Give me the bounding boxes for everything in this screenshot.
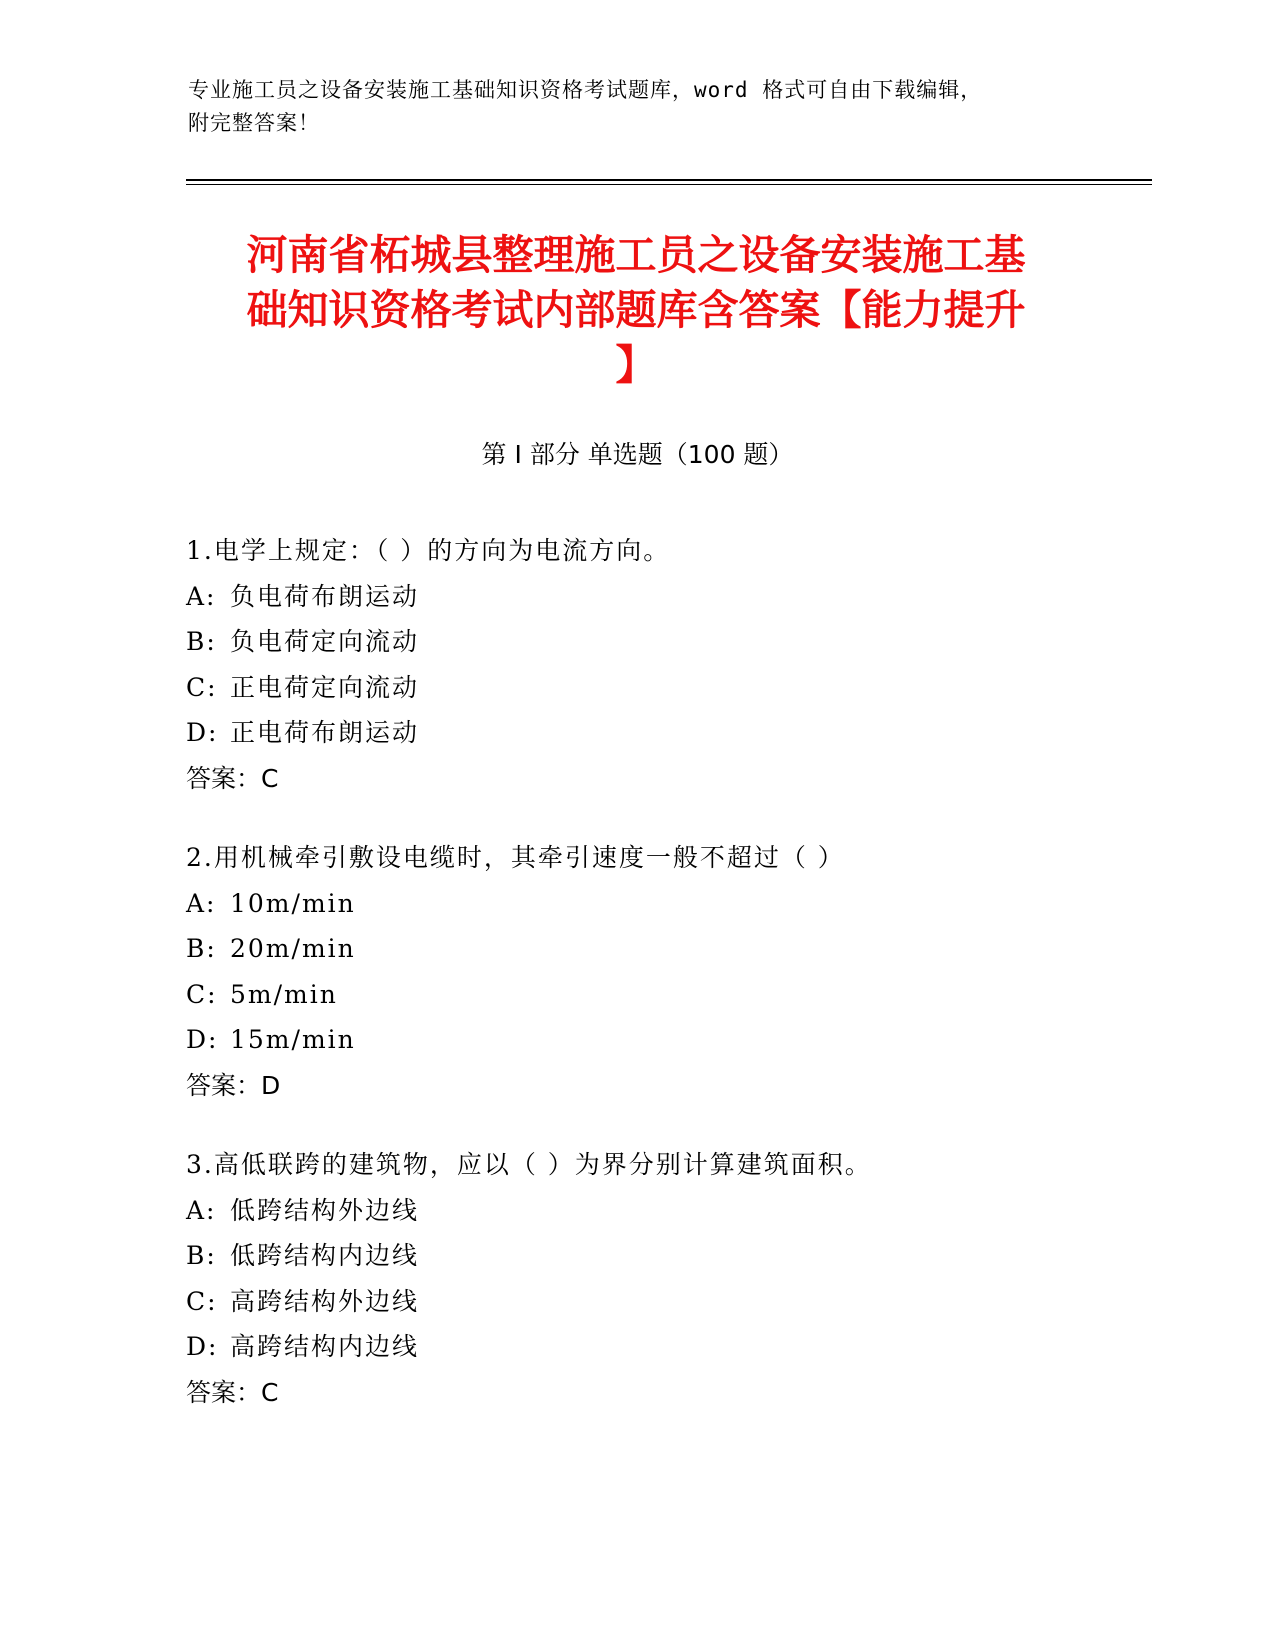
option-text: 低跨结构外边线: [230, 1195, 420, 1225]
option-text: 负电荷定向流动: [230, 627, 420, 656]
option-key: D:: [186, 1025, 219, 1054]
question-option: [186, 972, 1146, 1018]
question-item: [186, 835, 1146, 1108]
option-key: A:: [186, 581, 217, 611]
question-option: [186, 574, 1146, 620]
question-option: [186, 1188, 1146, 1234]
question-option: [186, 1324, 1146, 1370]
question-option: [186, 1017, 1146, 1063]
document-title: [196, 228, 1076, 393]
question-option: [186, 926, 1146, 972]
option-key: D:: [186, 1332, 219, 1361]
question-item: [186, 1142, 1146, 1415]
option-key: B:: [186, 934, 217, 963]
option-text: 高跨结构内边线: [230, 1332, 420, 1361]
question-answer: 答案：C: [186, 763, 279, 793]
option-key: B:: [186, 627, 217, 656]
header-note: [188, 74, 1068, 140]
section-title: 第 I 部分 单选题（100 题）: [481, 440, 794, 469]
question-option: [186, 619, 1146, 665]
document-title-line-2: 础知识资格考试内部题库含答案【能力提升: [246, 286, 1026, 334]
option-key: A:: [186, 1195, 217, 1225]
option-text: 低跨结构内边线: [230, 1241, 420, 1270]
document-title-line-3: 】: [615, 341, 657, 389]
option-text: 5m/min: [230, 979, 338, 1009]
question-stem: 2.用机械牵引敷设电缆时，其牵引速度一般不超过（ ）: [186, 843, 845, 872]
option-key: B:: [186, 1241, 217, 1270]
question-list: [186, 528, 1146, 1449]
question-stem: 1.电学上规定：（ ）的方向为电流方向。: [186, 536, 671, 565]
option-key: A:: [186, 888, 217, 918]
question-stem: 3.高低联跨的建筑物，应以（ ）为界分别计算建筑面积。: [186, 1150, 872, 1179]
option-text: 正电荷定向流动: [230, 672, 420, 702]
option-text: 高跨结构外边线: [230, 1286, 420, 1316]
option-text: 负电荷布朗运动: [230, 581, 420, 611]
option-text: 10m/min: [230, 888, 356, 918]
header-note-line-2: 附完整答案！: [188, 111, 320, 135]
question-option: [186, 665, 1146, 711]
question-option: [186, 1279, 1146, 1325]
header-divider-thick: [186, 179, 1152, 181]
question-option: [186, 710, 1146, 756]
question-option: [186, 1233, 1146, 1279]
question-answer: 答案：D: [186, 1070, 281, 1100]
option-text: 正电荷布朗运动: [230, 718, 420, 747]
document-title-line-1: 河南省柘城县整理施工员之设备安装施工基: [246, 231, 1026, 279]
question-option: [186, 881, 1146, 927]
header-divider-thin: [186, 184, 1152, 185]
option-key: C:: [186, 672, 218, 702]
option-key: C:: [186, 979, 218, 1009]
option-text: 20m/min: [230, 934, 356, 963]
question-answer: 答案：C: [186, 1377, 279, 1407]
question-item: [186, 528, 1146, 801]
option-key: D:: [186, 718, 219, 747]
option-key: C:: [186, 1286, 218, 1316]
header-note-line-1: 专业施工员之设备安装施工基础知识资格考试题库，word 格式可自由下载编辑，: [188, 78, 983, 102]
option-text: 15m/min: [230, 1025, 356, 1054]
